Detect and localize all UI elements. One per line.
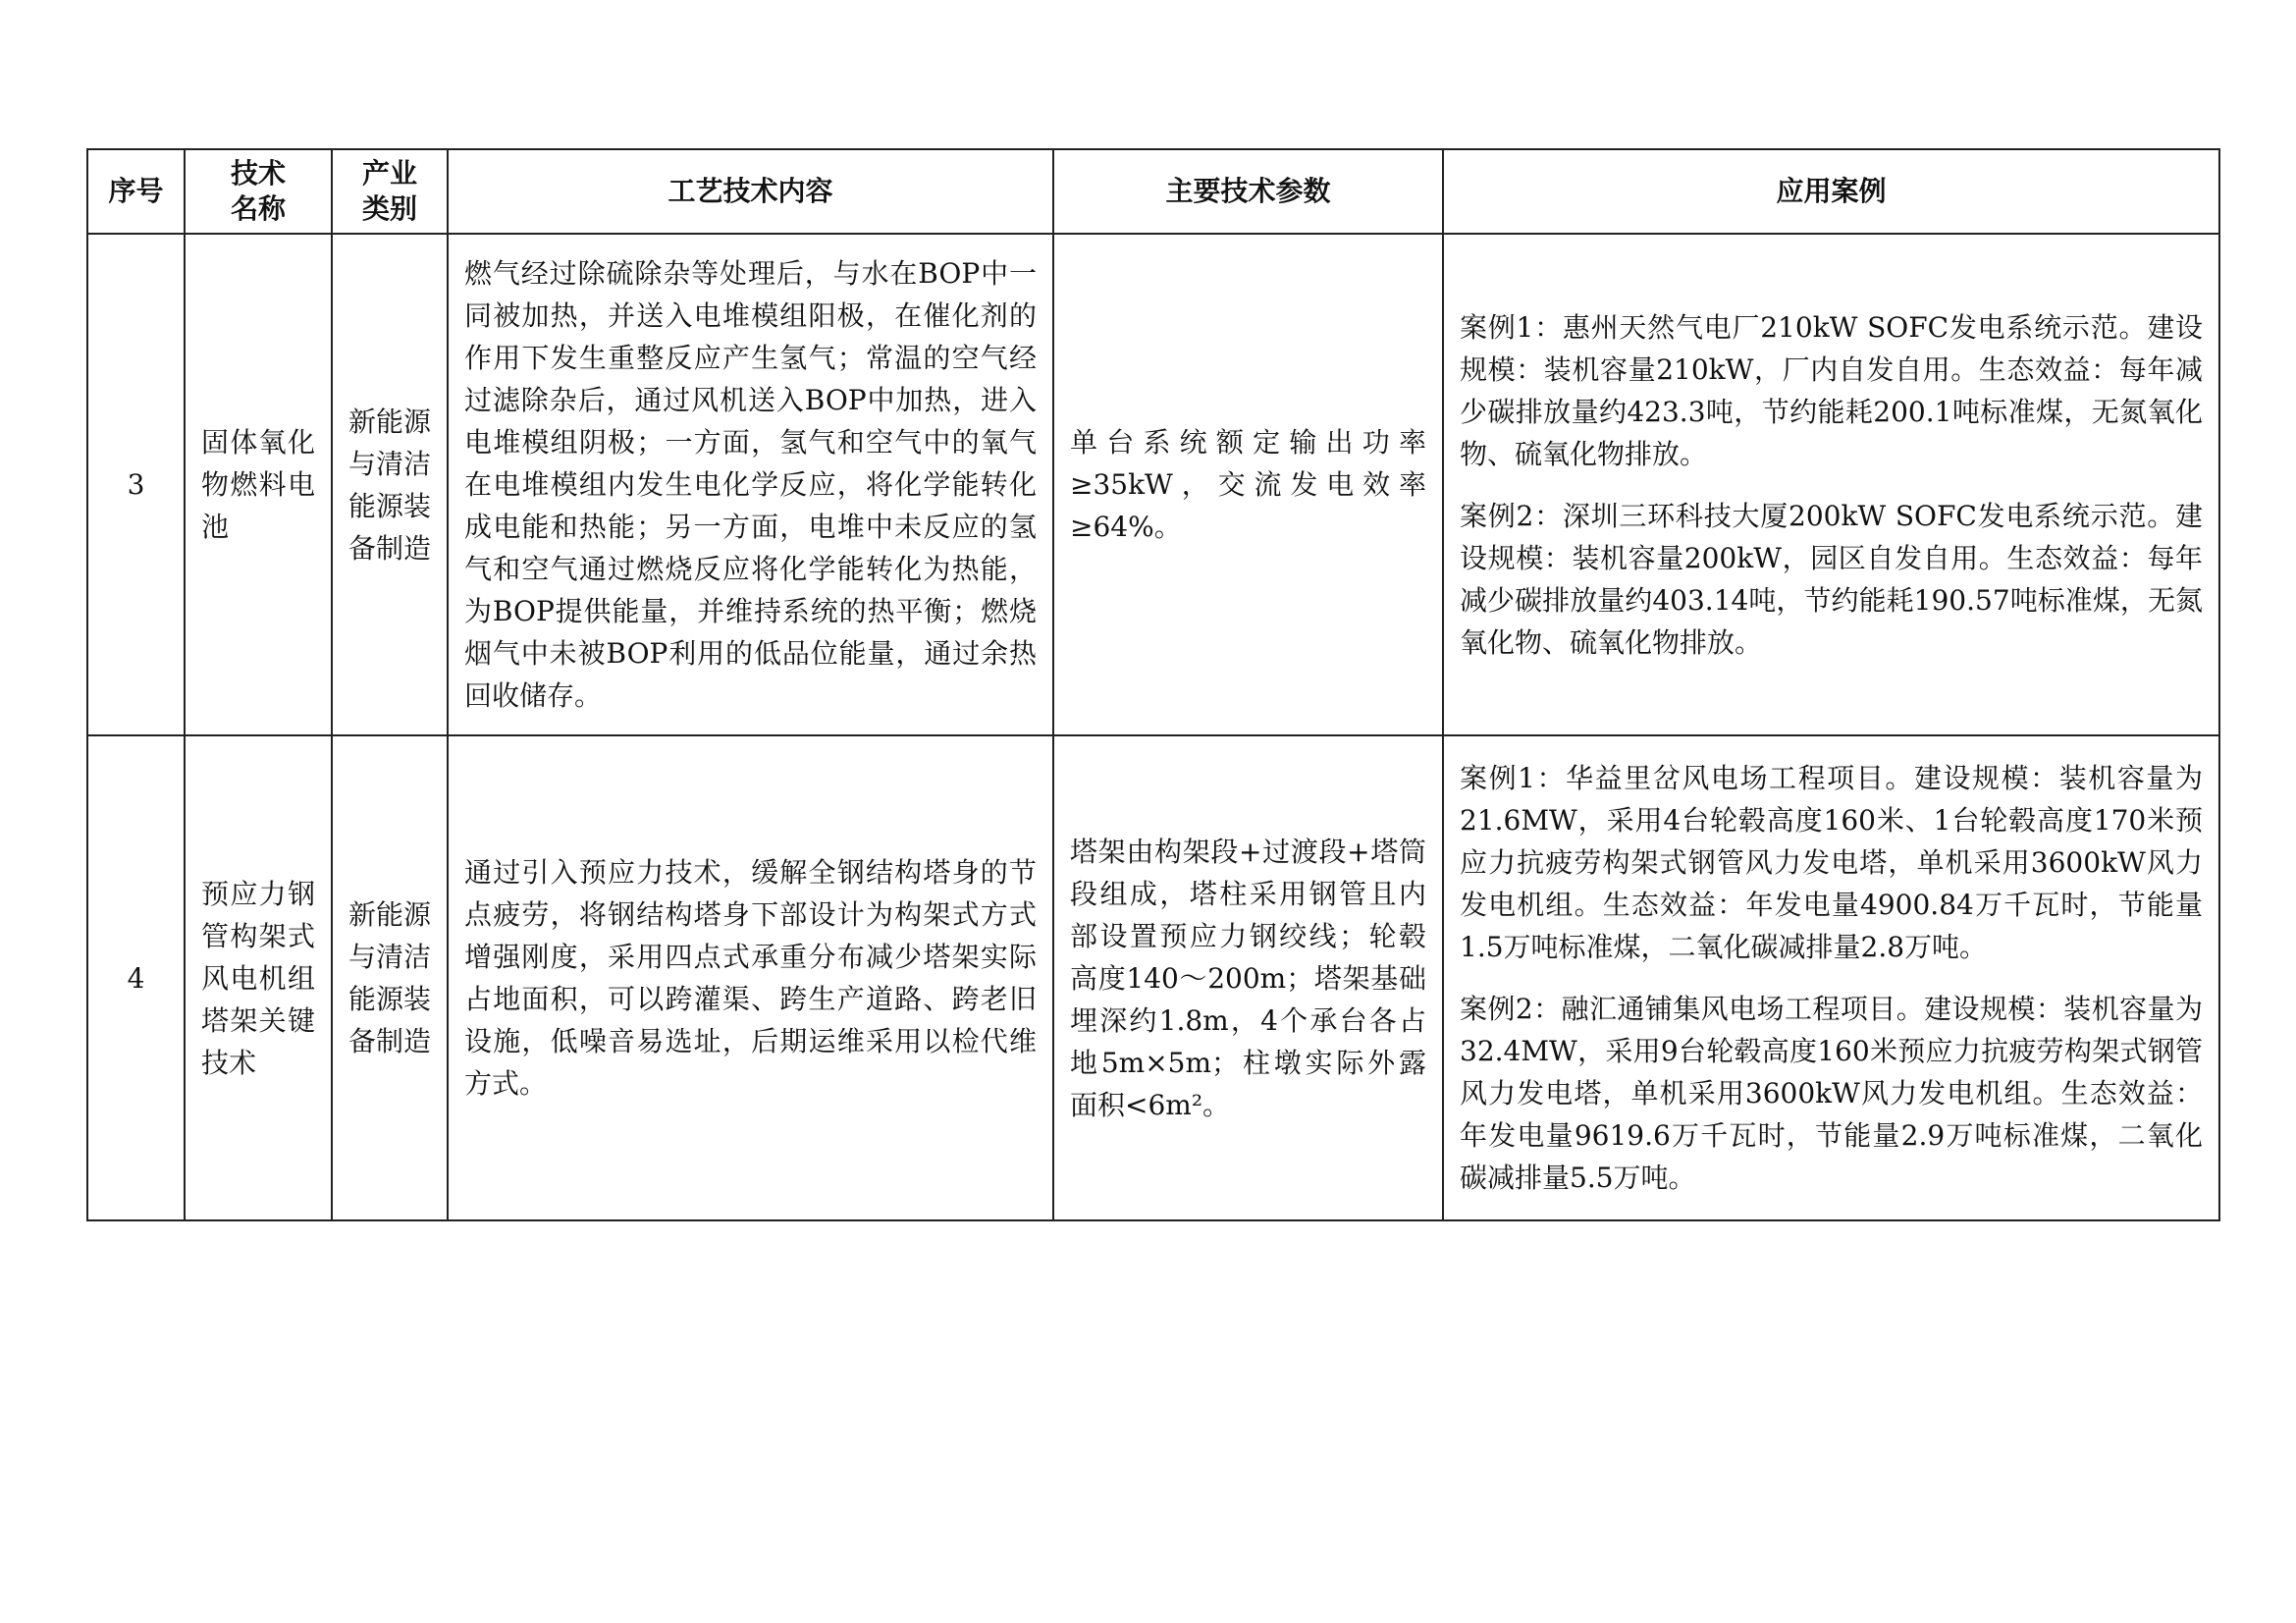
process-content: 燃气经过除硫除杂等处理后，与水在BOP中一同被加热，并送入电堆模组阳极，在催化剂的作用下发生重整反应产生氢气；常温的空气经过滤除杂后，通过风机送入BOP中加热，进入电堆模组阴极；一方面，氢气和空气中的氧气在电堆模组内发生电化学反应，将化学能转化成电能和热能；另一方面，电堆中未反应的氢气和空气通过燃烧反应将化学能转化为热能，为BOP提供能量，并维持系统的热平衡；燃烧烟气中未被BOP利用的低品位能量，通过余热回收储存。 — [448, 234, 1053, 735]
tech-name: 固体氧化物燃料电池 — [185, 234, 332, 735]
case-2: 案例2：深圳三环科技大厦200kW SOFC发电系统示范。建设规模：装机容量200kW，园区自发自用。生态效益：每年减少碳排放量约403.14吨，节约能耗190.57吨标准煤，无氮氧化物、硫氧化物排放。 — [1460, 499, 2203, 659]
table-row — [87, 234, 2219, 735]
header-category-line1: 产业 — [361, 157, 417, 189]
row-num: 4 — [87, 735, 185, 1220]
application-cases — [1443, 735, 2219, 1220]
header-category-line2: 类别 — [361, 192, 417, 225]
header-category — [332, 149, 448, 234]
main-params: 塔架由构架段+过渡段+塔筒段组成，塔柱采用钢管且内部设置预应力钢绞线；轮毂高度140～200m；塔架基础埋深约1.8m，4个承台各占地5m×5m；柱墩实际外露面积<6m²。 — [1053, 735, 1443, 1220]
industry-category: 新能源与清洁能源装备制造 — [332, 735, 448, 1220]
header-name — [185, 149, 332, 234]
table-row — [87, 735, 2219, 1220]
industry-category: 新能源与清洁能源装备制造 — [332, 234, 448, 735]
case-2: 案例2：融汇通铺集风电场工程项目。建设规模：装机容量为32.4MW，采用9台轮毂高度160米预应力抗疲劳构架式钢管风力发电塔，单机采用3600kW风力发电机组。生态效益：年发电量9619.6万千瓦时，节能量2.9万吨标准煤，二氧化碳减排量5.5万吨。 — [1460, 993, 2203, 1194]
table-header-row — [87, 149, 2219, 234]
header-params: 主要技术参数 — [1053, 149, 1443, 234]
header-name-line1: 技术 — [230, 157, 286, 189]
header-num: 序号 — [87, 149, 185, 234]
application-cases — [1443, 234, 2219, 735]
case-1: 案例1：华益里岔风电场工程项目。建设规模：装机容量为21.6MW，采用4台轮毂高度160米、1台轮毂高度170米预应力抗疲劳构架式钢管风力发电塔，单机采用3600kW风力发电机组。生态效益：年发电量4900.84万千瓦时，节能量1.5万吨标准煤，二氧化碳减排量2.8万吨。 — [1460, 762, 2203, 963]
header-cases: 应用案例 — [1443, 149, 2219, 234]
technology-table — [86, 148, 2220, 1221]
case-1: 案例1：惠州天然气电厂210kW SOFC发电系统示范。建设规模：装机容量210kW，厂内自发自用。生态效益：每年减少碳排放量约423.3吨，节约能耗200.1吨标准煤，无氮氧化物、硫氧化物排放。 — [1460, 310, 2203, 470]
process-content: 通过引入预应力技术，缓解全钢结构塔身的节点疲劳，将钢结构塔身下部设计为构架式方式增强刚度，采用四点式承重分布减少塔架实际占地面积，可以跨灌渠、跨生产道路、跨老旧设施，低噪音易选址，后期运维采用以检代维方式。 — [448, 735, 1053, 1220]
tech-name: 预应力钢管构架式风电机组塔架关键技术 — [185, 735, 332, 1220]
row-num: 3 — [87, 234, 185, 735]
header-name-line2: 名称 — [230, 192, 286, 225]
header-process: 工艺技术内容 — [448, 149, 1053, 234]
main-params: 单台系统额定输出功率≥35kW，交流发电效率≥64%。 — [1053, 234, 1443, 735]
